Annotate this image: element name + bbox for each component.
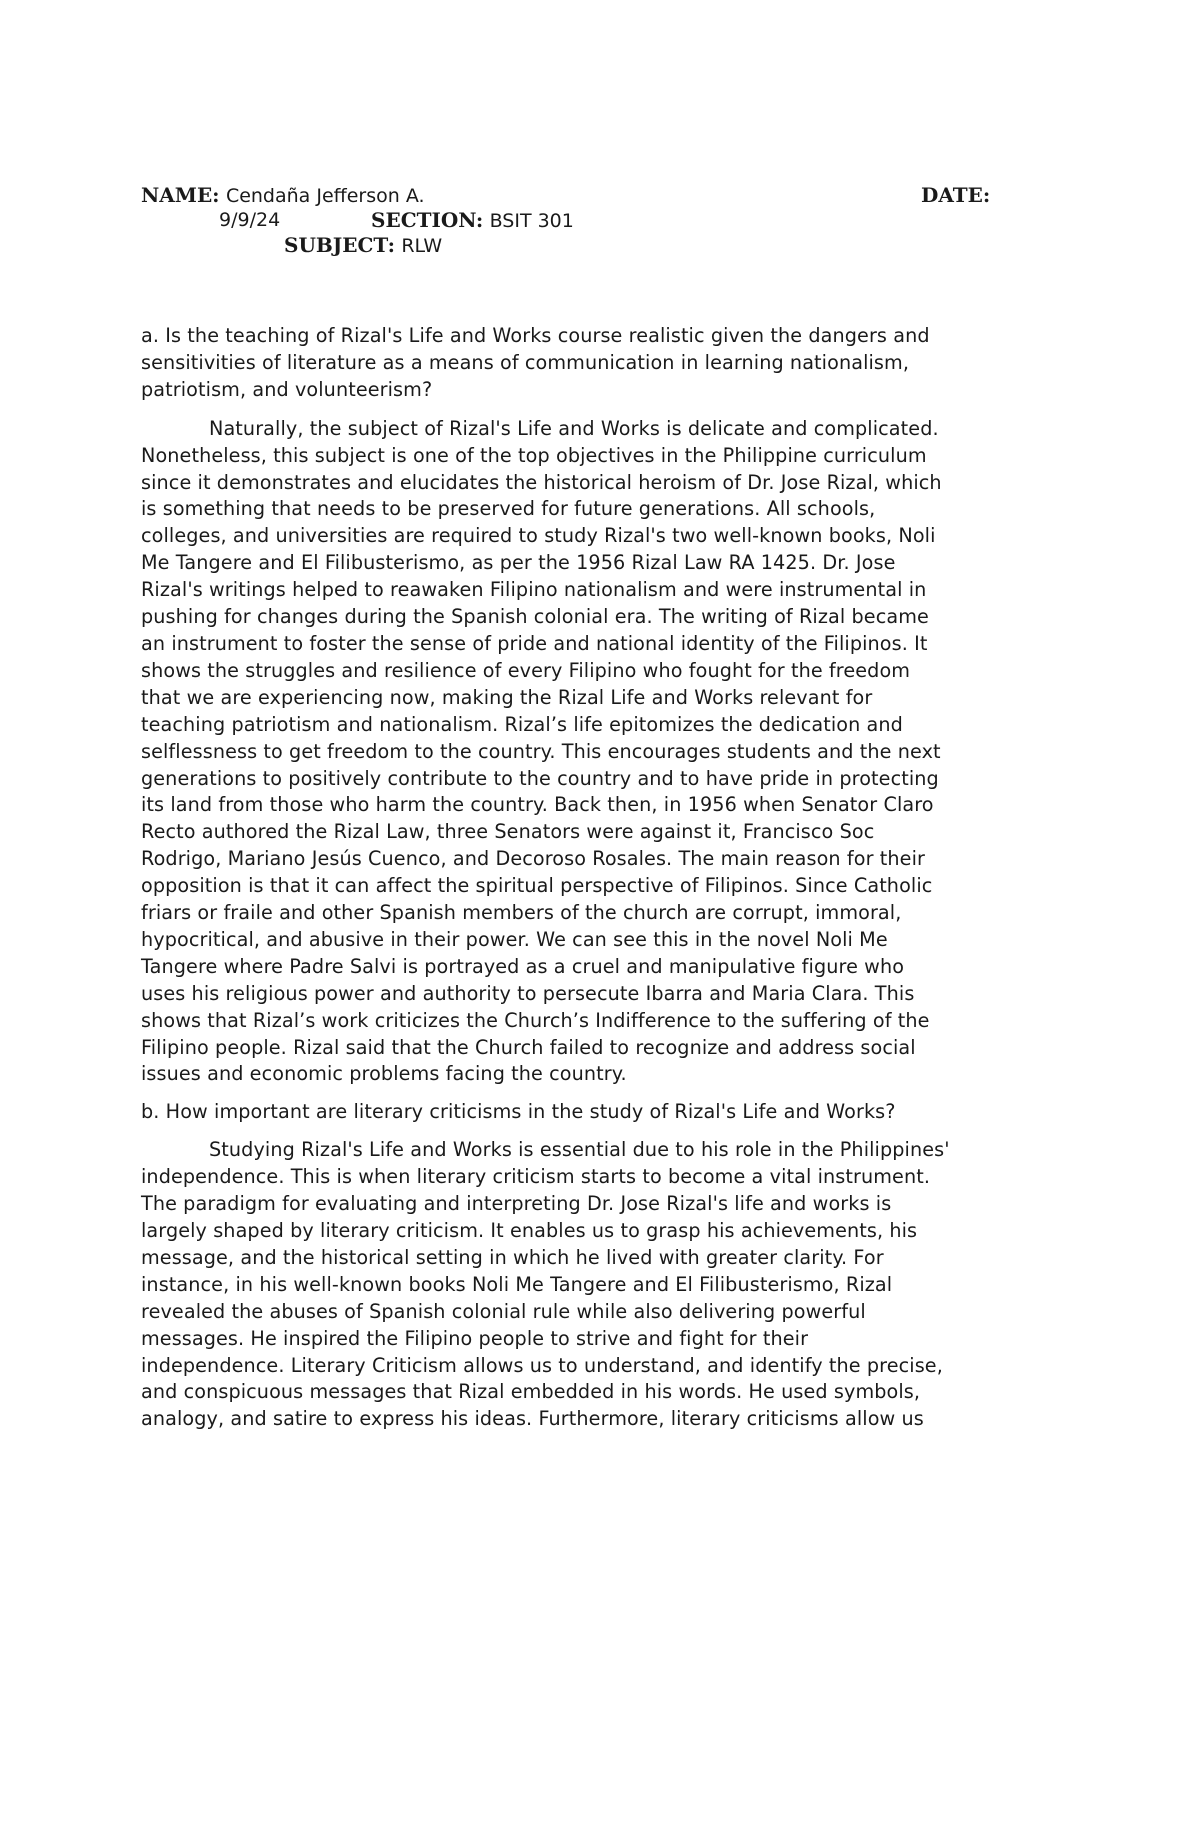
answer-a-line: is something that needs to be preserved for future generations. All schools, [141, 497, 876, 521]
answer-a-line: Tangere where Padre Salvi is portrayed as a cruel and manipulative figure who [141, 954, 905, 978]
document-body [141, 323, 1061, 1433]
answer-a-line: pushing for changes during the Spanish colonial era. The writing of Rizal became [141, 605, 929, 629]
answer-a-line: Nonetheless, this subject is one of the top objectives in the Philippine curriculum [141, 443, 927, 467]
answer-b-line: independence. Literary Criticism allows us to understand, and identify the precise, [141, 1353, 943, 1377]
header-row-subject [141, 233, 1001, 258]
answer-a-line: Filipino people. Rizal said that the Church failed to recognize and address social [141, 1035, 916, 1059]
answer-a-line: Recto authored the Rizal Law, three Senators were against it, Francisco Soc [141, 820, 875, 844]
answer-b-line: messages. He inspired the Filipino people to strive and fight for their [141, 1326, 809, 1350]
answer-a-line: that we are experiencing now, making the Rizal Life and Works relevant for [141, 685, 873, 709]
question-a-line: a. Is the teaching of Rizal's Life and Works course realistic given the dangers and [141, 324, 930, 347]
answer-a-line: uses his religious power and authority to persecute Ibarra and Maria Clara. This [141, 981, 915, 1005]
document-header [141, 183, 1001, 258]
section-value: BSIT 301 [489, 210, 574, 232]
answer-a-line: friars or fraile and other Spanish members of the church are corrupt, immoral, [141, 901, 902, 925]
answer-a-line: Naturally, the subject of Rizal's Life and Works is delicate and complicated. [209, 416, 939, 440]
answer-a [141, 416, 1061, 1089]
question-a-line: sensitivities of literature as a means of communication in learning nationalism, [141, 350, 910, 374]
date-label: DATE: [921, 183, 991, 207]
answer-a-line: hypocritical, and abusive in their power. We can see this in the novel Noli Me [141, 927, 888, 951]
header-row-date-section [141, 208, 1001, 233]
date-field [921, 183, 990, 208]
answer-a-line: an instrument to foster the sense of pride and national identity of the Filipinos. It [141, 631, 928, 655]
question-a-line: patriotism, and volunteerism? [141, 377, 433, 401]
answer-a-line: Me Tangere and El Filibusterismo, as per the 1956 Rizal Law RA 1425. Dr. Jose [141, 551, 896, 575]
answer-a-line: Rodrigo, Mariano Jesús Cuenco, and Decoroso Rosales. The main reason for their [141, 847, 925, 871]
subject-value: RLW [401, 235, 443, 257]
question-a [141, 323, 1061, 404]
answer-b-line: and conspicuous messages that Rizal embedded in his words. He used symbols, [141, 1380, 921, 1404]
answer-b-line: analogy, and satire to express his ideas. Furthermore, literary criticisms allow us [141, 1407, 924, 1431]
answer-a-line: generations to positively contribute to the country and to have pride in protecting [141, 766, 939, 790]
answer-a-line: Rizal's writings helped to reawaken Filipino nationalism and were instrumental in [141, 578, 927, 602]
answer-a-line: issues and economic problems facing the country. [141, 1062, 627, 1086]
answer-a-line: teaching patriotism and nationalism. Rizal’s life epitomizes the dedication and [141, 712, 903, 736]
header-row-name [141, 183, 1001, 208]
answer-a-line: shows the struggles and resilience of every Filipino who fought for the freedom [141, 658, 911, 682]
section-label: SECTION: [371, 208, 484, 232]
answer-b-line: The paradigm for evaluating and interpreting Dr. Jose Rizal's life and works is [141, 1192, 892, 1216]
answer-a-line: its land from those who harm the country. Back then, in 1956 when Senator Claro [141, 793, 934, 817]
subject-field [284, 233, 442, 259]
answer-b [141, 1137, 1061, 1433]
answer-a-line: since it demonstrates and elucidates the historical heroism of Dr. Jose Rizal, which [141, 470, 942, 494]
answer-a-line: colleges, and universities are required to study Rizal's two well-known books, Noli [141, 524, 936, 548]
answer-a-line: shows that Rizal’s work criticizes the Church’s Indifference to the suffering of the [141, 1008, 930, 1032]
subject-label: SUBJECT: [284, 233, 395, 257]
question-b [141, 1099, 1061, 1126]
answer-b-line: message, and the historical setting in which he lived with greater clarity. For [141, 1245, 884, 1269]
answer-b-line: Studying Rizal's Life and Works is essential due to his role in the Philippines' [209, 1138, 950, 1162]
answer-a-line: opposition is that it can affect the spiritual perspective of Filipinos. Since Catholic [141, 874, 933, 898]
date-value: 9/9/24 [219, 209, 281, 231]
answer-b-line: independence. This is when literary criticism starts to become a vital instrument. [141, 1165, 931, 1189]
answer-b-line: largely shaped by literary criticism. It enables us to grasp his achievements, his [141, 1219, 918, 1242]
answer-b-line: instance, in his well-known books Noli Me Tangere and El Filibusterismo, Rizal [141, 1272, 893, 1296]
question-b-line: b. How important are literary criticisms in the study of Rizal's Life and Works? [141, 1100, 896, 1124]
name-value: Cendaña Jefferson A. [225, 185, 425, 207]
name-label: NAME: [141, 183, 220, 207]
section-field [371, 208, 574, 234]
answer-a-line: selflessness to get freedom to the country. This encourages students and the next [141, 739, 941, 763]
answer-b-line: revealed the abuses of Spanish colonial rule while also delivering powerful [141, 1299, 866, 1323]
